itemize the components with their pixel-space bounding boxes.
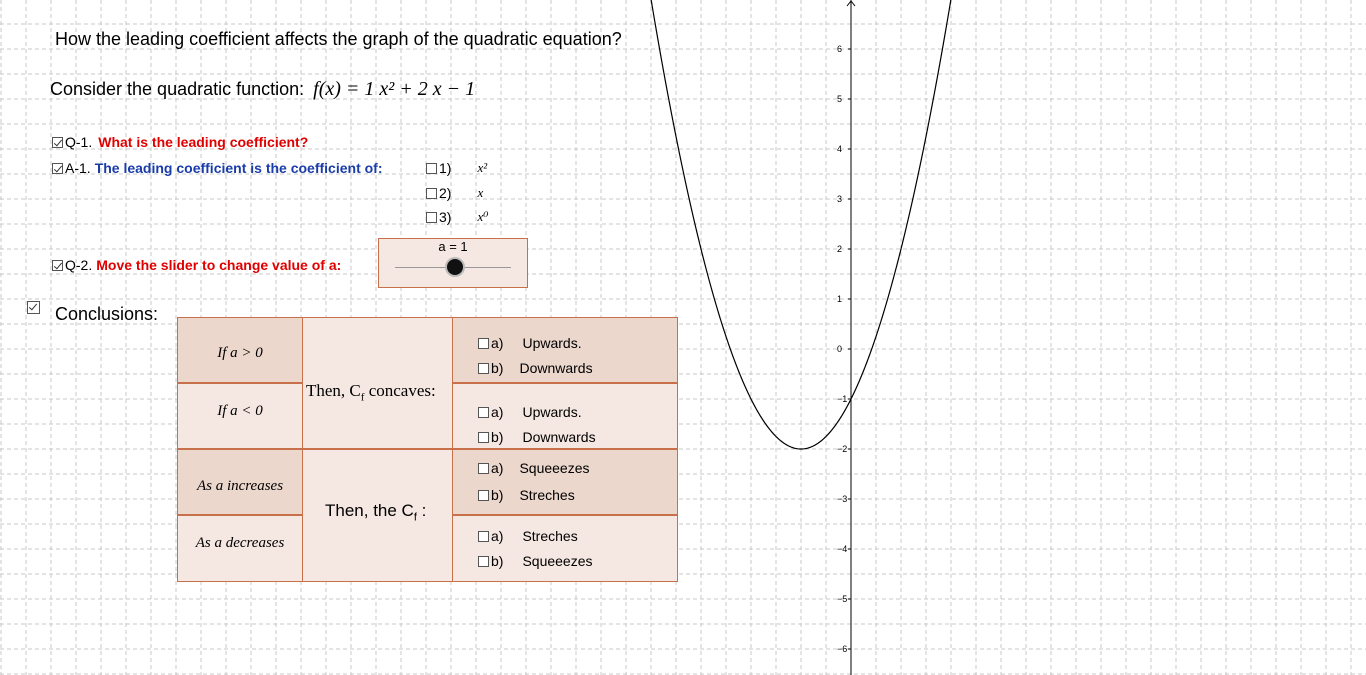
middle-bottom-text: Then, the $C_f$ : xyxy=(325,501,427,524)
option-3a[interactable]: a) Squeeezes xyxy=(478,460,590,476)
option-3a-checkbox[interactable] xyxy=(478,463,489,474)
consider-label: Consider the quadratic function: xyxy=(50,79,305,99)
y-tick-label: 1 xyxy=(837,294,843,304)
y-tick-label: 4 xyxy=(837,144,843,154)
a1-row xyxy=(52,160,383,176)
cond-cell-1 xyxy=(177,317,303,383)
options-cell-4 xyxy=(452,515,678,582)
q1-checkbox[interactable] xyxy=(52,137,63,148)
slider-handle[interactable] xyxy=(447,259,463,275)
y-tick-label: −6 xyxy=(837,644,848,654)
option-1b[interactable]: b) Downwards xyxy=(478,360,593,376)
y-tick-label: 2 xyxy=(837,244,843,254)
a1-option-1[interactable] xyxy=(426,160,487,176)
conclusions-label: Conclusions: xyxy=(55,304,159,324)
option-2b-checkbox[interactable] xyxy=(478,432,489,443)
q2-prefix: Q-2. xyxy=(65,257,93,273)
q2-text: Move the slider to change value of a: xyxy=(96,257,342,273)
q1-text: What is the leading coefficient? xyxy=(98,134,309,150)
a1-text: The leading coefficient is the coefficient of: xyxy=(94,160,383,176)
a1-prefix: A-1. xyxy=(65,160,91,176)
option-1a-checkbox[interactable] xyxy=(478,338,489,349)
a1-option-2[interactable] xyxy=(426,185,483,201)
y-tick-label: −5 xyxy=(837,594,848,604)
a1-checkbox[interactable] xyxy=(52,163,63,174)
options-cell-2 xyxy=(452,383,678,449)
a1-option-3-term: x⁰ xyxy=(477,209,489,224)
y-tick-label: −2 xyxy=(837,444,848,454)
cond-2-text: If a < 0 xyxy=(217,403,263,419)
a1-option-2-label: 2) xyxy=(439,185,452,201)
slider-panel xyxy=(378,238,528,288)
y-tick-label: 5 xyxy=(837,94,843,104)
a1-option-3[interactable] xyxy=(426,209,488,225)
q2-row xyxy=(52,257,341,273)
cond-3-text: As a increases xyxy=(196,478,284,494)
middle-cell-top xyxy=(302,317,453,449)
option-1b-checkbox[interactable] xyxy=(478,363,489,374)
option-2a[interactable]: a) Upwards. xyxy=(478,404,582,420)
option-3b[interactable]: b) Streches xyxy=(478,487,575,503)
option-2a-checkbox[interactable] xyxy=(478,407,489,418)
cond-4-text: As a decreases xyxy=(195,535,285,551)
y-tick-label: 0 xyxy=(837,344,843,354)
options-cell-3 xyxy=(452,449,678,515)
cond-cell-3 xyxy=(177,449,303,515)
a1-option-1-term: x² xyxy=(477,160,488,175)
y-tick-label: 6 xyxy=(837,44,843,54)
y-tick-label: −4 xyxy=(837,544,848,554)
cond-cell-2 xyxy=(177,383,303,449)
middle-cell-bottom xyxy=(302,449,453,582)
options-cell-1 xyxy=(452,317,678,383)
conclusions-checkbox[interactable] xyxy=(27,301,40,314)
q2-checkbox[interactable] xyxy=(52,260,63,271)
option-4b[interactable]: b) Squeeezes xyxy=(478,553,593,569)
option-4a[interactable]: a) Streches xyxy=(478,528,578,544)
function-formula: f(x) = 1 x² + 2 x − 1 xyxy=(313,78,476,100)
y-tick-label: −1 xyxy=(837,394,848,404)
a1-option-1-checkbox[interactable] xyxy=(426,163,437,174)
consider-line xyxy=(50,78,475,101)
option-1a[interactable]: a) Upwards. xyxy=(478,335,582,351)
middle-top-text: Then, $C_f$ concaves: xyxy=(306,381,436,404)
q1-prefix: Q-1. xyxy=(65,134,93,150)
option-2b[interactable]: b) Downwards xyxy=(478,429,596,445)
a1-option-1-label: 1) xyxy=(439,160,452,176)
a1-option-2-checkbox[interactable] xyxy=(426,188,437,199)
page-title: How the leading coefficient affects the graph of the quadratic equation? xyxy=(55,29,622,49)
cond-1-text: If a > 0 xyxy=(217,345,263,361)
option-3b-checkbox[interactable] xyxy=(478,490,489,501)
option-4a-checkbox[interactable] xyxy=(478,531,489,542)
a1-option-2-term: x xyxy=(477,185,484,200)
a1-option-3-checkbox[interactable] xyxy=(426,212,437,223)
q1-row xyxy=(52,134,308,150)
y-tick-label: −3 xyxy=(837,494,848,504)
option-4b-checkbox[interactable] xyxy=(478,556,489,567)
slider-label: a = 1 xyxy=(438,239,468,254)
y-tick-label: 3 xyxy=(837,194,843,204)
a1-option-3-label: 3) xyxy=(439,209,452,225)
cond-cell-4 xyxy=(177,515,303,582)
